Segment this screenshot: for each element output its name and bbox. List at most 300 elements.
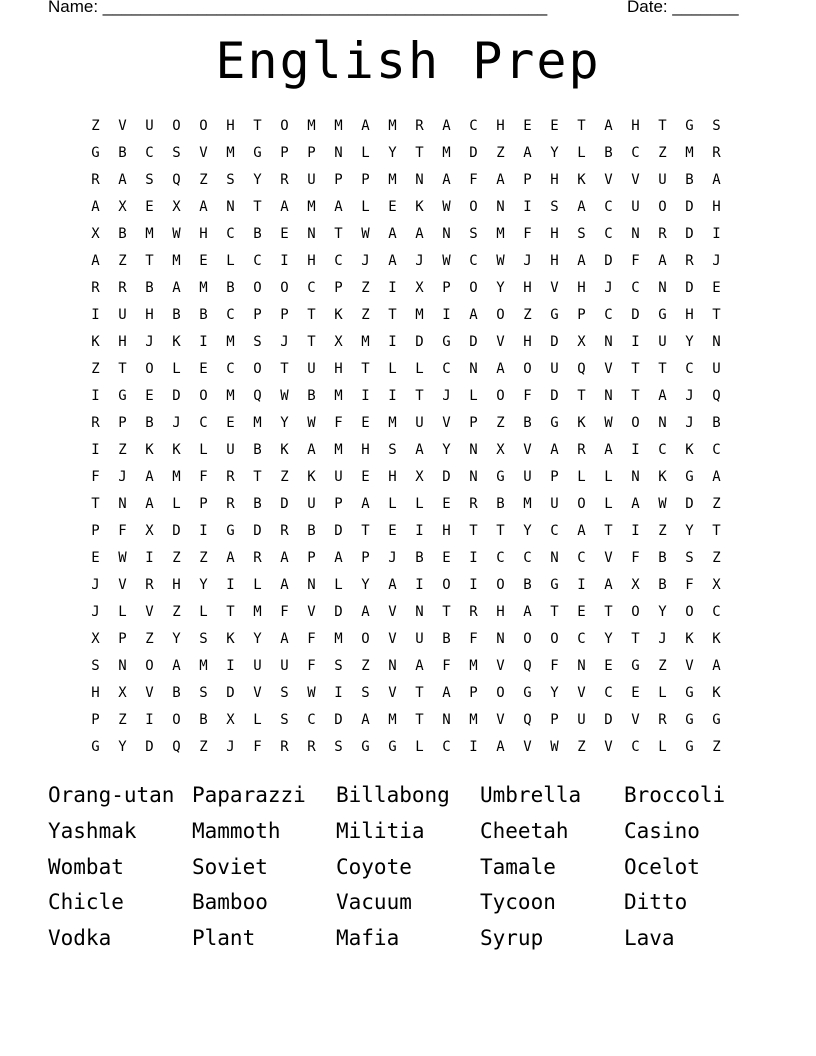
grid-letter: J [361, 253, 370, 269]
grid-letter: E [361, 469, 370, 485]
grid-letter: Z [712, 550, 721, 566]
grid-letter: Y [685, 334, 694, 350]
grid-letter: D [685, 496, 694, 512]
grid-row [82, 518, 730, 545]
grid-letter: H [550, 226, 559, 242]
word-list-row [48, 814, 768, 850]
page-title: English Prep [215, 32, 601, 90]
grid-letter: W [658, 496, 667, 512]
grid-letter: L [388, 361, 397, 377]
grid-letter: O [280, 280, 289, 296]
grid-letter: G [685, 118, 694, 134]
grid-letter: B [712, 415, 721, 431]
word-list-row [48, 850, 768, 886]
grid-row [82, 194, 730, 221]
grid-letter: Y [253, 172, 262, 188]
grid-letter: C [145, 145, 154, 161]
grid-letter: E [712, 280, 721, 296]
grid-letter: E [577, 604, 586, 620]
grid-letter: D [334, 712, 343, 728]
grid-letter: P [118, 631, 127, 647]
grid-letter: P [199, 496, 208, 512]
grid-letter: H [172, 577, 181, 593]
grid-letter: K [145, 442, 154, 458]
grid-letter: U [658, 334, 667, 350]
word-list-item: Coyote [336, 854, 412, 879]
grid-letter: Q [523, 712, 532, 728]
grid-letter: F [91, 469, 100, 485]
grid-letter: T [577, 388, 586, 404]
grid-letter: B [253, 442, 262, 458]
grid-letter: W [604, 415, 613, 431]
grid-letter: V [388, 631, 397, 647]
grid-letter: Z [712, 739, 721, 755]
grid-letter: X [496, 442, 505, 458]
grid-letter: N [442, 712, 451, 728]
grid-letter: C [469, 253, 478, 269]
grid-letter: A [91, 199, 100, 215]
grid-letter: G [253, 145, 262, 161]
grid-letter: H [145, 307, 154, 323]
grid-letter: B [118, 145, 127, 161]
grid-letter: V [496, 658, 505, 674]
grid-letter: N [631, 226, 640, 242]
grid-letter: Y [199, 577, 208, 593]
word-list-item: Tycoon [480, 890, 556, 915]
grid-letter: M [415, 307, 424, 323]
grid-letter: G [685, 685, 694, 701]
grid-letter: R [91, 280, 100, 296]
grid-letter: U [577, 712, 586, 728]
grid-letter: H [361, 442, 370, 458]
grid-letter: G [226, 523, 235, 539]
grid-letter: P [361, 172, 370, 188]
grid-letter: L [334, 577, 343, 593]
grid-letter: I [442, 307, 451, 323]
grid-letter: U [253, 658, 262, 674]
grid-letter: A [361, 604, 370, 620]
word-list-item: Soviet [192, 854, 268, 879]
grid-letter: E [361, 415, 370, 431]
grid-letter: A [388, 577, 397, 593]
grid-letter: V [604, 739, 613, 755]
grid-letter: K [685, 631, 694, 647]
grid-letter: B [199, 307, 208, 323]
word-list-item: Paparazzi [192, 783, 306, 807]
grid-letter: C [658, 442, 667, 458]
grid-letter: R [685, 253, 694, 269]
grid-letter: E [442, 496, 451, 512]
grid-letter: J [415, 253, 424, 269]
grid-letter: T [307, 307, 316, 323]
grid-row [82, 410, 730, 437]
grid-letter: A [712, 658, 721, 674]
grid-letter: Z [118, 442, 127, 458]
grid-letter: I [415, 577, 424, 593]
grid-letter: C [631, 145, 640, 161]
grid-letter: R [226, 496, 235, 512]
grid-letter: A [145, 469, 154, 485]
grid-letter: L [415, 496, 424, 512]
grid-row [82, 491, 730, 518]
grid-letter: S [253, 334, 262, 350]
grid-letter: B [145, 415, 154, 431]
grid-letter: T [658, 118, 667, 134]
grid-letter: E [145, 199, 154, 215]
grid-letter: Z [658, 145, 667, 161]
grid-letter: J [685, 388, 694, 404]
word-list-item: Orang-utan [48, 783, 175, 807]
grid-letter: A [91, 253, 100, 269]
grid-letter: B [658, 550, 667, 566]
grid-letter: U [415, 631, 424, 647]
grid-letter: L [118, 604, 127, 620]
grid-letter: L [658, 739, 667, 755]
grid-letter: N [631, 469, 640, 485]
grid-letter: P [469, 415, 478, 431]
grid-letter: I [631, 442, 640, 458]
grid-letter: B [253, 496, 262, 512]
grid-letter: B [442, 631, 451, 647]
grid-letter: J [685, 415, 694, 431]
grid-letter: V [145, 685, 154, 701]
grid-letter: Z [199, 172, 208, 188]
grid-letter: U [658, 172, 667, 188]
grid-letter: D [334, 523, 343, 539]
grid-letter: R [577, 442, 586, 458]
grid-letter: H [91, 685, 100, 701]
grid-letter: O [550, 631, 559, 647]
grid-letter: C [577, 631, 586, 647]
grid-letter: T [550, 604, 559, 620]
grid-letter: K [91, 334, 100, 350]
grid-letter: A [577, 523, 586, 539]
grid-letter: V [118, 118, 127, 134]
grid-letter: T [145, 253, 154, 269]
grid-letter: J [118, 469, 127, 485]
grid-letter: J [91, 604, 100, 620]
grid-letter: F [469, 172, 478, 188]
grid-letter: F [631, 253, 640, 269]
grid-letter: I [712, 226, 721, 242]
grid-letter: V [118, 577, 127, 593]
grid-letter: X [577, 334, 586, 350]
grid-letter: J [442, 388, 451, 404]
grid-letter: P [91, 712, 100, 728]
grid-letter: T [631, 631, 640, 647]
grid-letter: U [550, 361, 559, 377]
grid-letter: A [523, 145, 532, 161]
grid-letter: A [172, 658, 181, 674]
grid-letter: K [280, 442, 289, 458]
grid-letter: Y [685, 523, 694, 539]
grid-letter: H [550, 172, 559, 188]
grid-letter: V [604, 361, 613, 377]
grid-letter: F [523, 388, 532, 404]
word-list-row [48, 921, 768, 957]
grid-letter: P [91, 523, 100, 539]
grid-letter: I [361, 388, 370, 404]
grid-letter: N [658, 280, 667, 296]
grid-letter: P [118, 415, 127, 431]
grid-letter: M [307, 199, 316, 215]
grid-letter: D [172, 388, 181, 404]
grid-letter: R [118, 280, 127, 296]
grid-letter: P [550, 469, 559, 485]
grid-letter: O [172, 712, 181, 728]
grid-letter: A [712, 172, 721, 188]
grid-letter: Z [172, 550, 181, 566]
grid-letter: X [334, 334, 343, 350]
grid-letter: V [388, 685, 397, 701]
grid-letter: O [442, 577, 451, 593]
grid-row [82, 545, 730, 572]
grid-letter: U [118, 307, 127, 323]
grid-letter: K [172, 334, 181, 350]
grid-letter: X [712, 577, 721, 593]
grid-letter: B [118, 226, 127, 242]
grid-letter: E [199, 253, 208, 269]
grid-letter: N [415, 172, 424, 188]
grid-letter: A [496, 739, 505, 755]
grid-letter: A [118, 172, 127, 188]
grid-letter: V [577, 685, 586, 701]
grid-letter: Y [280, 415, 289, 431]
grid-letter: L [199, 442, 208, 458]
grid-letter: I [469, 550, 478, 566]
grid-letter: I [415, 523, 424, 539]
grid-letter: V [631, 712, 640, 728]
grid-letter: C [307, 280, 316, 296]
grid-letter: A [280, 550, 289, 566]
grid-letter: H [631, 118, 640, 134]
grid-letter: R [658, 226, 667, 242]
grid-letter: A [523, 604, 532, 620]
grid-letter: A [415, 442, 424, 458]
grid-letter: A [496, 172, 505, 188]
grid-letter: G [685, 739, 694, 755]
grid-letter: J [658, 631, 667, 647]
grid-letter: B [307, 523, 316, 539]
grid-letter: W [550, 739, 559, 755]
grid-letter: T [604, 523, 613, 539]
grid-letter: N [334, 145, 343, 161]
grid-letter: I [226, 577, 235, 593]
grid-letter: T [361, 523, 370, 539]
grid-letter: R [469, 604, 478, 620]
grid-row [82, 653, 730, 680]
grid-letter: E [442, 550, 451, 566]
grid-letter: V [550, 280, 559, 296]
grid-letter: T [604, 604, 613, 620]
word-list-item: Umbrella [480, 783, 582, 807]
grid-letter: L [253, 577, 262, 593]
grid-letter: Q [577, 361, 586, 377]
grid-letter: F [118, 523, 127, 539]
grid-letter: H [523, 280, 532, 296]
grid-letter: U [523, 469, 532, 485]
grid-letter: I [388, 334, 397, 350]
grid-letter: V [388, 604, 397, 620]
grid-letter: Q [523, 658, 532, 674]
grid-letter: T [631, 361, 640, 377]
grid-letter: Z [199, 739, 208, 755]
grid-letter: T [118, 361, 127, 377]
grid-letter: T [415, 712, 424, 728]
grid-letter: Y [361, 577, 370, 593]
grid-letter: M [388, 415, 397, 431]
word-list-item: Cheetah [480, 818, 569, 843]
grid-letter: M [145, 226, 154, 242]
grid-letter: H [712, 199, 721, 215]
grid-letter: O [145, 361, 154, 377]
grid-letter: S [91, 658, 100, 674]
grid-letter: U [334, 469, 343, 485]
word-list-item: Billabong [336, 783, 450, 807]
grid-letter: C [199, 415, 208, 431]
grid-letter: Z [496, 415, 505, 431]
grid-letter: N [577, 658, 586, 674]
grid-letter: F [442, 658, 451, 674]
grid-letter: H [307, 253, 316, 269]
grid-letter: T [253, 118, 262, 134]
grid-row [82, 437, 730, 464]
grid-letter: E [226, 415, 235, 431]
grid-letter: R [658, 712, 667, 728]
grid-letter: M [361, 334, 370, 350]
grid-letter: R [280, 172, 289, 188]
grid-letter: H [496, 604, 505, 620]
grid-letter: D [685, 199, 694, 215]
grid-letter: F [253, 739, 262, 755]
grid-letter: F [631, 550, 640, 566]
grid-letter: O [631, 604, 640, 620]
grid-letter: W [118, 550, 127, 566]
grid-row [82, 248, 730, 275]
grid-letter: R [253, 550, 262, 566]
grid-letter: T [91, 496, 100, 512]
grid-letter: N [604, 334, 613, 350]
name-field-label: Name: _______________________________________________ [48, 0, 548, 16]
grid-letter: M [334, 388, 343, 404]
grid-letter: V [442, 415, 451, 431]
grid-letter: P [361, 550, 370, 566]
grid-letter: V [631, 172, 640, 188]
grid-letter: Y [604, 631, 613, 647]
grid-letter: T [307, 334, 316, 350]
grid-letter: Z [361, 280, 370, 296]
grid-row [82, 356, 730, 383]
grid-letter: O [199, 118, 208, 134]
grid-row [82, 167, 730, 194]
grid-letter: F [307, 658, 316, 674]
grid-letter: S [469, 226, 478, 242]
grid-letter: U [307, 496, 316, 512]
grid-letter: N [496, 199, 505, 215]
grid-letter: L [172, 496, 181, 512]
grid-letter: O [253, 280, 262, 296]
grid-letter: B [496, 496, 505, 512]
grid-letter: T [577, 118, 586, 134]
grid-letter: S [550, 199, 559, 215]
grid-letter: Z [523, 307, 532, 323]
grid-letter: N [469, 442, 478, 458]
grid-letter: W [307, 415, 316, 431]
grid-letter: Z [199, 550, 208, 566]
grid-letter: O [496, 685, 505, 701]
grid-letter: X [226, 712, 235, 728]
grid-letter: Q [253, 388, 262, 404]
grid-letter: C [550, 523, 559, 539]
grid-letter: T [658, 361, 667, 377]
grid-letter: C [604, 226, 613, 242]
grid-letter: M [334, 631, 343, 647]
grid-letter: Z [712, 496, 721, 512]
grid-letter: R [415, 118, 424, 134]
grid-letter: G [685, 712, 694, 728]
grid-letter: A [604, 118, 613, 134]
grid-row [82, 626, 730, 653]
grid-letter: N [469, 361, 478, 377]
grid-letter: A [442, 172, 451, 188]
grid-letter: X [91, 631, 100, 647]
word-list-item: Militia [336, 818, 425, 843]
grid-letter: B [523, 577, 532, 593]
grid-letter: S [280, 712, 289, 728]
grid-letter: U [712, 361, 721, 377]
grid-letter: D [469, 145, 478, 161]
grid-letter: A [388, 226, 397, 242]
grid-letter: E [388, 199, 397, 215]
grid-letter: P [334, 172, 343, 188]
grid-letter: C [604, 199, 613, 215]
grid-letter: V [523, 442, 532, 458]
grid-letter: E [604, 658, 613, 674]
grid-letter: W [280, 388, 289, 404]
grid-letter: F [334, 415, 343, 431]
grid-letter: Z [361, 658, 370, 674]
word-list-item: Vacuum [336, 890, 412, 915]
grid-letter: P [334, 496, 343, 512]
grid-letter: G [550, 415, 559, 431]
grid-letter: O [469, 199, 478, 215]
grid-letter: N [118, 658, 127, 674]
grid-letter: B [685, 172, 694, 188]
grid-letter: I [388, 388, 397, 404]
grid-letter: V [523, 739, 532, 755]
grid-letter: U [550, 496, 559, 512]
word-list-item: Bamboo [192, 890, 268, 915]
grid-letter: I [226, 658, 235, 674]
grid-letter: A [307, 442, 316, 458]
grid-letter: M [523, 496, 532, 512]
grid-letter: A [712, 469, 721, 485]
grid-letter: C [496, 550, 505, 566]
grid-letter: P [523, 172, 532, 188]
grid-letter: S [199, 685, 208, 701]
grid-letter: H [388, 469, 397, 485]
grid-letter: M [307, 118, 316, 134]
grid-letter: M [199, 658, 208, 674]
grid-letter: O [577, 496, 586, 512]
grid-letter: I [334, 685, 343, 701]
grid-row [82, 329, 730, 356]
grid-letter: A [226, 550, 235, 566]
grid-letter: A [334, 199, 343, 215]
grid-row [82, 734, 730, 761]
grid-letter: Y [442, 442, 451, 458]
grid-letter: T [334, 226, 343, 242]
